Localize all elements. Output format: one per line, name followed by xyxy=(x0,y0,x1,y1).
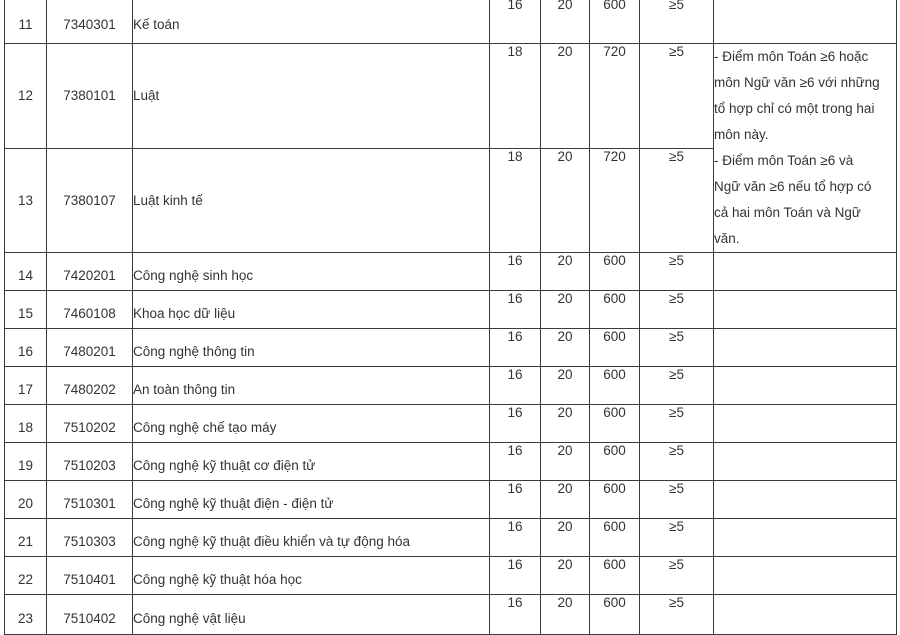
row-code: 7510303 xyxy=(63,534,116,549)
row-note-empty xyxy=(714,519,897,557)
row-col-d: ≥5 xyxy=(640,329,714,367)
note-line: môn này. xyxy=(714,127,769,142)
row-note-empty xyxy=(714,595,897,635)
table-row xyxy=(5,557,897,595)
row-code: 7460108 xyxy=(63,306,116,321)
row-code: 7510402 xyxy=(63,611,116,626)
row-stt: 12 xyxy=(17,88,34,104)
note-line: Ngữ văn ≥6 nếu tổ hợp có xyxy=(714,179,872,194)
row-col-a: 16 xyxy=(490,481,541,519)
note-line: - Điểm môn Toán ≥6 và xyxy=(714,153,854,168)
row-col-b: 20 xyxy=(541,557,590,595)
row-col-b: 20 xyxy=(541,367,590,405)
row-col-b: 20 xyxy=(541,405,590,443)
row-code: 7480202 xyxy=(63,382,116,397)
row-col-c: 600 xyxy=(590,519,640,557)
row-col-b: 20 xyxy=(541,481,590,519)
row-col-d: ≥5 xyxy=(640,519,714,557)
row-col-a: 16 xyxy=(490,253,541,291)
row-stt: 16 xyxy=(17,344,34,359)
row-col-c: 600 xyxy=(590,443,640,481)
row-col-d: ≥5 xyxy=(640,291,714,329)
row-col-d: ≥5 xyxy=(640,595,714,635)
row-col-b: 20 xyxy=(541,0,590,44)
row-col-c: 600 xyxy=(590,253,640,291)
row-col-c: 600 xyxy=(590,329,640,367)
row-name: Công nghệ chế tạo máy xyxy=(133,420,277,435)
row-stt: 11 xyxy=(18,16,33,32)
row-code: 7380101 xyxy=(63,88,116,104)
row-col-b: 20 xyxy=(541,253,590,291)
row-col-d: ≥5 xyxy=(640,0,714,44)
row-name: Luật xyxy=(133,88,160,104)
row-col-d: ≥5 xyxy=(640,367,714,405)
table-row xyxy=(5,595,897,635)
row-stt: 22 xyxy=(17,572,34,587)
row-stt: 18 xyxy=(17,420,34,435)
row-col-d: ≥5 xyxy=(640,481,714,519)
row-code: 7510202 xyxy=(63,420,116,435)
row-col-a: 16 xyxy=(490,443,541,481)
row-col-d: ≥5 xyxy=(640,405,714,443)
row-col-a: 16 xyxy=(490,519,541,557)
row-code: 7380107 xyxy=(63,192,116,208)
row-note-empty xyxy=(714,557,897,595)
table-row xyxy=(5,519,897,557)
row-name: Công nghệ thông tin xyxy=(133,344,255,359)
row-col-d: ≥5 xyxy=(640,148,714,253)
row-name: Luật kinh tế xyxy=(133,192,203,208)
row-name: Khoa học dữ liệu xyxy=(133,306,236,321)
row-col-a: 16 xyxy=(490,405,541,443)
row-stt: 21 xyxy=(17,534,34,549)
row-note-empty xyxy=(714,291,897,329)
table-row xyxy=(5,0,897,44)
row-note-empty xyxy=(714,329,897,367)
table-row xyxy=(5,367,897,405)
table-row xyxy=(5,443,897,481)
table-row xyxy=(5,291,897,329)
row-col-c: 600 xyxy=(590,405,640,443)
row-name: Công nghệ kỹ thuật cơ điện tử xyxy=(133,458,316,473)
row-col-b: 20 xyxy=(541,595,590,635)
row-stt: 19 xyxy=(17,458,34,473)
row-name: Công nghệ vật liệu xyxy=(133,611,246,626)
row-col-b: 20 xyxy=(541,329,590,367)
row-col-c: 600 xyxy=(590,367,640,405)
row-col-b: 20 xyxy=(541,148,590,253)
row-note-empty xyxy=(714,481,897,519)
row-stt: 15 xyxy=(17,306,34,321)
row-name: Công nghệ kỹ thuật hóa học xyxy=(133,572,302,587)
row-name: Kế toán xyxy=(133,16,180,32)
row-col-a: 16 xyxy=(490,0,541,44)
table-row xyxy=(5,44,897,149)
row-col-d: ≥5 xyxy=(640,44,714,149)
row-col-d: ≥5 xyxy=(640,557,714,595)
row-col-c: 720 xyxy=(590,148,640,253)
row-stt: 13 xyxy=(17,192,34,208)
row-col-c: 600 xyxy=(590,557,640,595)
row-note-empty xyxy=(714,367,897,405)
admission-table xyxy=(4,0,897,635)
row-col-c: 600 xyxy=(590,595,640,635)
row-col-a: 16 xyxy=(490,557,541,595)
row-col-d: ≥5 xyxy=(640,253,714,291)
note-line: văn. xyxy=(714,231,740,246)
row-col-b: 20 xyxy=(541,44,590,149)
row-col-a: 18 xyxy=(490,44,541,149)
note-line: môn Ngữ văn ≥6 với những xyxy=(714,75,880,90)
table-row xyxy=(5,405,897,443)
row-col-b: 20 xyxy=(541,291,590,329)
row-col-a: 16 xyxy=(490,367,541,405)
row-name: Công nghệ sinh học xyxy=(133,268,254,283)
row-stt: 17 xyxy=(17,382,34,397)
row-col-a: 16 xyxy=(490,291,541,329)
row-col-a: 18 xyxy=(490,148,541,253)
row-col-a: 16 xyxy=(490,595,541,635)
row-stt: 20 xyxy=(17,496,34,511)
table-row xyxy=(5,481,897,519)
row-col-b: 20 xyxy=(541,519,590,557)
row-col-c: 600 xyxy=(590,481,640,519)
note-line: cả hai môn Toán và Ngữ xyxy=(714,205,861,220)
row-note-empty xyxy=(714,0,897,44)
row-code: 7340301 xyxy=(63,16,116,32)
row-name: Công nghệ kỹ thuật điều khiển và tự động hóa xyxy=(133,534,410,549)
row-col-a: 16 xyxy=(490,329,541,367)
requirement-note xyxy=(714,44,897,253)
row-col-b: 20 xyxy=(541,443,590,481)
row-note-empty xyxy=(714,443,897,481)
row-code: 7510301 xyxy=(63,496,116,511)
table-row xyxy=(5,253,897,291)
row-name: An toàn thông tin xyxy=(133,382,236,397)
row-code: 7420201 xyxy=(63,268,116,283)
row-note-empty xyxy=(714,405,897,443)
row-code: 7510203 xyxy=(63,458,116,473)
table-row xyxy=(5,329,897,367)
row-col-c: 600 xyxy=(590,0,640,44)
row-stt: 23 xyxy=(17,611,34,626)
row-name: Công nghệ kỹ thuật điện - điện tử xyxy=(133,496,334,511)
note-line: tổ hợp chỉ có một trong hai xyxy=(714,101,875,116)
row-col-c: 600 xyxy=(590,291,640,329)
row-note-empty xyxy=(714,253,897,291)
row-stt: 14 xyxy=(17,268,34,283)
note-line: - Điểm môn Toán ≥6 hoặc xyxy=(714,49,869,64)
row-code: 7480201 xyxy=(63,344,116,359)
row-col-d: ≥5 xyxy=(640,443,714,481)
row-code: 7510401 xyxy=(63,572,116,587)
row-col-c: 720 xyxy=(590,44,640,149)
